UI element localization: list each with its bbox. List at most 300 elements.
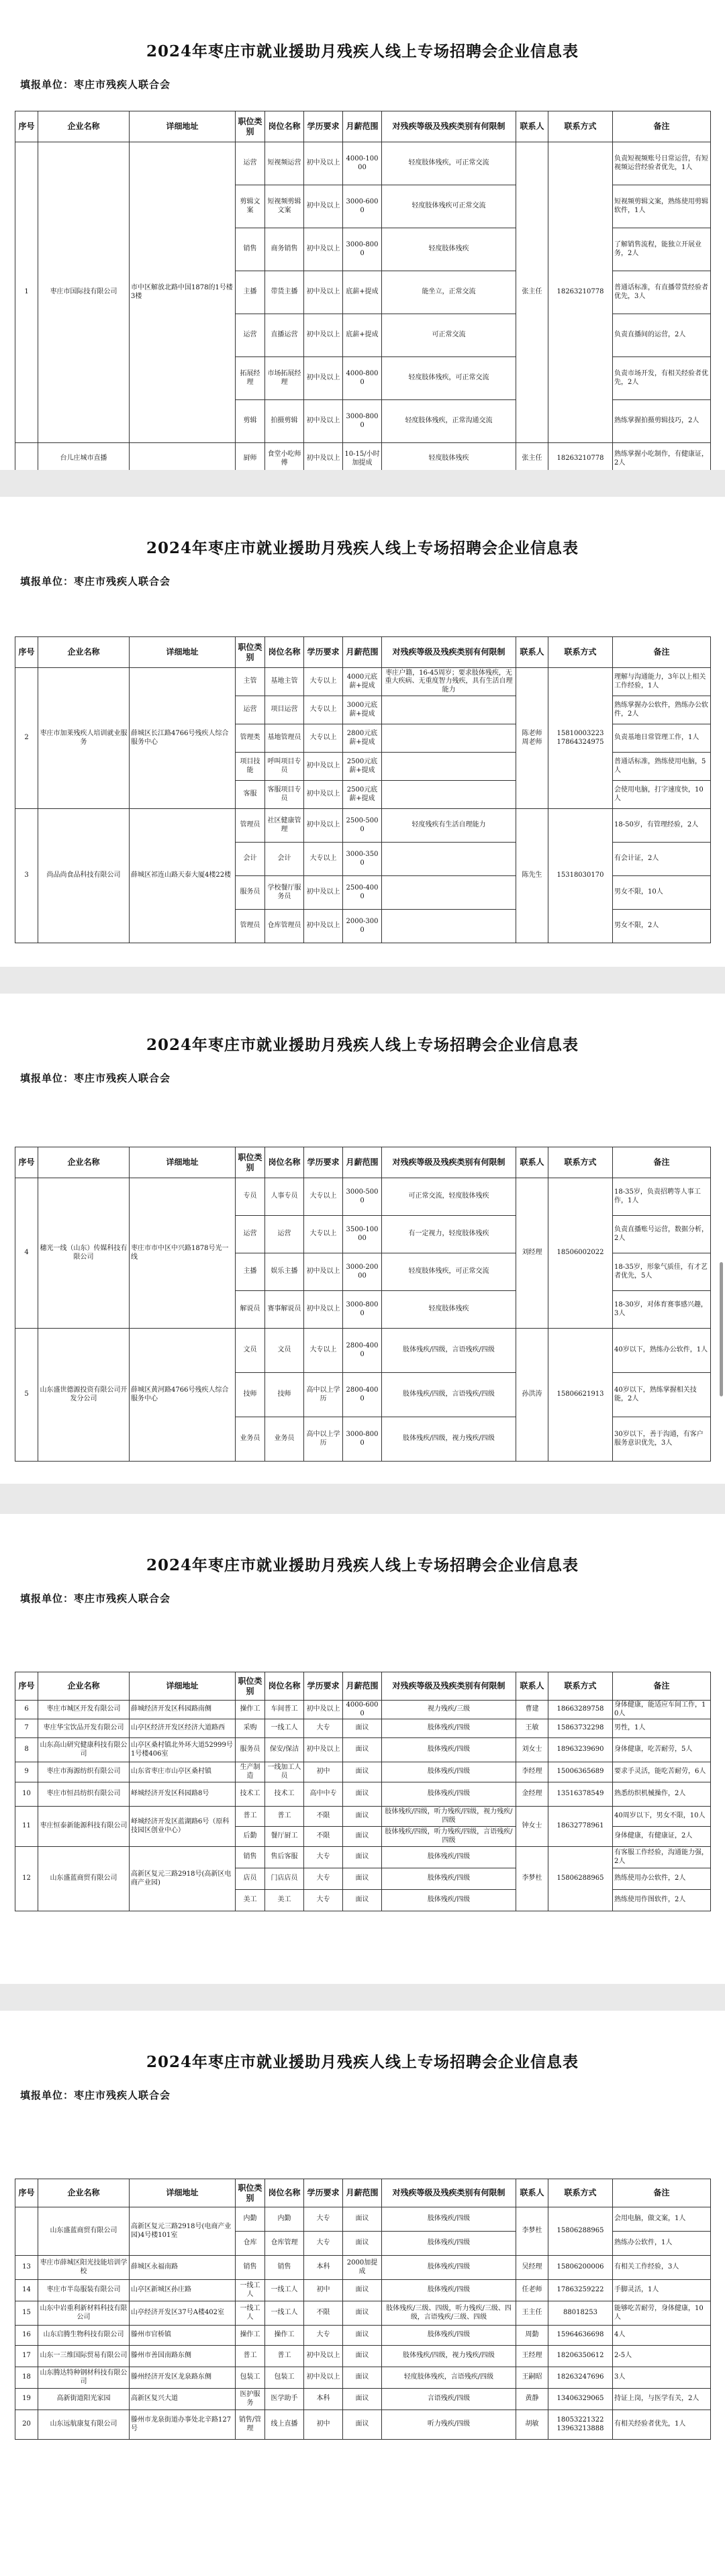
header-phone: 联系方式 <box>548 111 613 142</box>
remarks-cell: 身体健康，能适应车间工作，10人 <box>613 1701 711 1719</box>
disability-cell: 肢体残疾/四级，听力残疾/四级，视力残疾/四级 <box>382 1807 516 1827</box>
education-cell: 初中及以上 <box>304 185 343 228</box>
scrollbar[interactable] <box>720 1262 723 1396</box>
remarks-cell: 18-50岁，有管理经验，2人 <box>613 809 711 843</box>
category-cell: 医护服务 <box>236 2389 265 2410</box>
header-category: 职位类别 <box>236 1672 265 1701</box>
salary-cell: 4000-10000 <box>343 142 382 185</box>
contact-cell: 李梦杜 <box>516 2207 548 2256</box>
remarks-cell: 40周岁以下，男女不限，10人 <box>613 1807 711 1827</box>
address-cell: 峄城经济开发区科园路8号 <box>130 1782 236 1807</box>
header-seq: 序号 <box>15 637 38 668</box>
address-cell: 滕州市官桥镇 <box>130 2326 236 2346</box>
contact-cell: 陈先生 <box>516 809 548 943</box>
position-cell: 仓库管理员 <box>265 910 304 943</box>
table-row <box>15 1847 711 1868</box>
company-cell: 枣庄恒泰新能源科技有限公司 <box>38 1807 130 1847</box>
salary-cell: 面议 <box>343 2301 382 2326</box>
table-header-row <box>15 111 711 142</box>
header-address: 详细地址 <box>130 111 236 142</box>
remarks-cell: 4人 <box>613 2326 711 2346</box>
salary-cell: 10-15/小时加提成 <box>343 443 382 471</box>
address-cell: 市中区解放北路中国1878的1号楼3楼 <box>130 142 236 443</box>
salary-cell: 3500-10000 <box>343 1216 382 1253</box>
salary-cell: 面议 <box>343 1890 382 1911</box>
company-cell: 山东盛世德源投资有限公司开发分公司 <box>38 1329 130 1462</box>
document-page <box>0 994 725 1484</box>
position-cell: 一线工人 <box>265 2280 304 2301</box>
position-cell: 操作工 <box>265 2326 304 2346</box>
contact-cell: 刘经理 <box>516 1178 548 1329</box>
remarks-cell: 男女不限，2人 <box>613 910 711 943</box>
table-row <box>15 2256 711 2280</box>
salary-cell: 底薪+提成 <box>343 271 382 314</box>
education-cell: 初中及以上 <box>304 753 343 781</box>
category-cell: 专员 <box>236 1178 265 1216</box>
remarks-cell: 会使用电脑，打字速度快，10人 <box>613 781 711 809</box>
disability-cell: 肢体残疾/四级 <box>382 2280 516 2301</box>
header-seq: 序号 <box>15 111 38 142</box>
position-cell: 车间普工 <box>265 1701 304 1719</box>
address-cell: 高新区复元三路2918号(高新区电商产业园) <box>130 1847 236 1911</box>
table-row <box>15 1762 711 1782</box>
disability-cell <box>382 781 516 809</box>
table-row <box>15 1701 711 1719</box>
disability-cell: 轻度残疾有生活自理能力 <box>382 809 516 843</box>
company-cell: 山东高山研究健康科技有限公司 <box>38 1738 130 1762</box>
remarks-cell: 熟练掌握办公软件，熟练办公软件，2人 <box>613 696 711 724</box>
remarks-cell: 短视频剪辑文案，熟练使用剪辑软件，1人 <box>613 185 711 228</box>
header-disability: 对残疾等级及残疾类别有何限制 <box>382 2179 516 2207</box>
education-cell: 大专 <box>304 1868 343 1890</box>
phone-cell: 18663289758 <box>548 1701 613 1719</box>
salary-cell: 2800-4000 <box>343 1329 382 1373</box>
phone-cell: 18506002022 <box>548 1178 613 1329</box>
remarks-cell: 负责短视频账号日常运营，有短视频运营经验者优先，1人 <box>613 142 711 185</box>
phone-cell: 18963239690 <box>548 1738 613 1762</box>
header-phone: 联系方式 <box>548 2179 613 2207</box>
phone-cell: 15006365689 <box>548 1762 613 1782</box>
contact-cell: 张主任 <box>516 443 548 471</box>
company-cell: 山东一三维国际贸易有限公司 <box>38 2346 130 2367</box>
seq-cell: 15 <box>15 2301 38 2326</box>
header-company: 企业名称 <box>38 637 130 668</box>
contact-cell: 王敏 <box>516 1719 548 1738</box>
salary-cell: 3000-8000 <box>343 1291 382 1329</box>
position-cell: 一线加工人员 <box>265 1762 304 1782</box>
company-cell: 尚品尚食品科技有限公司 <box>38 809 130 943</box>
address-cell: 薛城经济开发区科园路南侧 <box>130 1701 236 1719</box>
disability-cell <box>382 724 516 753</box>
disability-cell: 轻度肢体残疾，言语残疾/四级 <box>382 2367 516 2389</box>
remarks-cell: 负责直播账号运营，数据分析，2人 <box>613 1216 711 1253</box>
address-cell: 峄城经济开发区蓝湖路6号（原科技园区创业中心） <box>130 1807 236 1847</box>
contact-cell: 胡敏 <box>516 2410 548 2440</box>
disability-cell: 肢体残疾/四级 <box>382 1782 516 1807</box>
address-cell: 薛城区祁连山路天泰大厦4楼22楼 <box>130 809 236 943</box>
disability-cell: 肢体残疾/三级、四级，听力残疾/三级、四级，言语残疾/三级、四级 <box>382 2301 516 2326</box>
address-cell: 薛城区黄河路4766号残疾人综合服务中心 <box>130 1329 236 1462</box>
table-row <box>15 1807 711 1827</box>
disability-cell: 轻度肢体残疾，可正常交流 <box>382 142 516 185</box>
header-address: 详细地址 <box>130 1147 236 1178</box>
education-cell: 高中以上学历 <box>304 1417 343 1462</box>
disability-cell: 听力残疾/四级 <box>382 2410 516 2440</box>
category-cell: 一线工人 <box>236 2280 265 2301</box>
header-seq: 序号 <box>15 1672 38 1701</box>
remarks-cell: 会用电脑，做文案，1人 <box>613 2207 711 2232</box>
salary-cell: 4000-6000 <box>343 1701 382 1719</box>
salary-cell: 3000-5000 <box>343 1178 382 1216</box>
position-cell: 娱乐主播 <box>265 1253 304 1291</box>
remarks-cell: 能够吃苦耐劳，身体健康，10人 <box>613 2301 711 2326</box>
table-row <box>15 142 711 185</box>
disability-cell: 肢体残疾/四级 <box>382 2326 516 2346</box>
education-cell: 初中及以上 <box>304 271 343 314</box>
remarks-cell: 有相关经验者优先，1人 <box>613 2410 711 2440</box>
seq-cell <box>15 443 38 471</box>
salary-cell: 2500元底薪+提成 <box>343 781 382 809</box>
header-disability: 对残疾等级及残疾类别有何限制 <box>382 637 516 668</box>
disability-cell: 肢体残疾/四级 <box>382 1890 516 1911</box>
category-cell: 管理员 <box>236 910 265 943</box>
salary-cell: 面议 <box>343 2410 382 2440</box>
company-cell: 山东腾达特种钢材科技有限公司 <box>38 2367 130 2389</box>
remarks-cell: 有客服工作经验，沟通能力强，2人 <box>613 1847 711 1868</box>
remarks-cell: 负责市场开发，有相关经验者优先，2人 <box>613 357 711 400</box>
education-cell: 初中及以上 <box>304 142 343 185</box>
education-cell: 初中及以上 <box>304 2367 343 2389</box>
position-cell: 普工 <box>265 2346 304 2367</box>
category-cell: 技师 <box>236 1373 265 1417</box>
company-cell: 高新街道阳光家园 <box>38 2389 130 2410</box>
header-position: 岗位名称 <box>265 1147 304 1178</box>
company-cell: 枣庄市恒昌纺织有限公司 <box>38 1782 130 1807</box>
category-cell: 会计 <box>236 843 265 876</box>
position-cell: 带货主播 <box>265 271 304 314</box>
contact-cell: 吴经理 <box>516 2256 548 2280</box>
header-education: 学历要求 <box>304 1147 343 1178</box>
salary-cell: 3000元底薪+提成 <box>343 696 382 724</box>
seq-cell: 18 <box>15 2367 38 2389</box>
job-table <box>15 1147 711 1462</box>
contact-cell: 王经理 <box>516 2346 548 2367</box>
category-cell: 运营 <box>236 696 265 724</box>
salary-cell: 面议 <box>343 1827 382 1847</box>
salary-cell: 4000-8000 <box>343 357 382 400</box>
phone-cell: 15964636698 <box>548 2326 613 2346</box>
disability-cell: 肢体残疾/四级 <box>382 1868 516 1890</box>
position-cell: 普工 <box>265 1807 304 1827</box>
remarks-cell: 熟练办公软件，1人 <box>613 2232 711 2256</box>
address-cell: 山东省枣庄市山亭区桑村镇 <box>130 1762 236 1782</box>
category-cell: 操作工 <box>236 1701 265 1719</box>
category-cell: 主管 <box>236 668 265 696</box>
phone-cell: 15810003223 17864324975 <box>548 668 613 809</box>
header-contact: 联系人 <box>516 111 548 142</box>
position-cell: 售后客服 <box>265 1847 304 1868</box>
header-contact: 联系人 <box>516 1672 548 1701</box>
category-cell: 主播 <box>236 1253 265 1291</box>
disability-cell <box>382 843 516 876</box>
salary-cell: 面议 <box>343 2389 382 2410</box>
remarks-cell: 熟练使用作图软件，2人 <box>613 1890 711 1911</box>
category-cell: 厨师 <box>236 443 265 471</box>
remarks-cell: 40岁以下，熟练掌握相关技能，2人 <box>613 1373 711 1417</box>
address-cell: 滕州市善国南路东侧 <box>130 2346 236 2367</box>
category-cell: 包装工 <box>236 2367 265 2389</box>
company-cell: 穗光一线（山东）传媒科技有限公司 <box>38 1178 130 1329</box>
position-cell: 项目运营 <box>265 696 304 724</box>
salary-cell: 2800-4000 <box>343 1373 382 1417</box>
remarks-cell: 熟练使用办公软件，2人 <box>613 1868 711 1890</box>
table-row <box>15 2301 711 2326</box>
seq-cell: 10 <box>15 1782 38 1807</box>
remarks-cell: 18-35岁，形象气质佳，有才艺者优先，5人 <box>613 1253 711 1291</box>
address-cell: 山亭区经济开发区经济大道路西 <box>130 1719 236 1738</box>
position-cell: 文员 <box>265 1329 304 1373</box>
seq-cell <box>15 2207 38 2256</box>
salary-cell: 面议 <box>343 2280 382 2301</box>
contact-cell: 陈老师 周老师 <box>516 668 548 809</box>
disability-cell: 肢体残疾/四级 <box>382 1847 516 1868</box>
education-cell: 不限 <box>304 1827 343 1847</box>
table-row <box>15 668 711 696</box>
education-cell: 初中及以上 <box>304 400 343 443</box>
category-cell: 技术工 <box>236 1782 265 1807</box>
position-cell: 仓库管理 <box>265 2232 304 2256</box>
position-cell: 拍摄剪辑 <box>265 400 304 443</box>
header-position: 岗位名称 <box>265 1672 304 1701</box>
company-cell: 山东盛蓝商贸有限公司 <box>38 2207 130 2256</box>
category-cell: 服务员 <box>236 1738 265 1762</box>
remarks-cell: 18-30岁，对体育赛事感兴趣，3人 <box>613 1291 711 1329</box>
header-remarks: 备注 <box>613 111 711 142</box>
position-cell: 内勤 <box>265 2207 304 2232</box>
education-cell: 大专 <box>304 1890 343 1911</box>
company-cell: 枣庄市城区开发有限公司 <box>38 1701 130 1719</box>
disability-cell: 肢体残疾/四级 <box>382 2232 516 2256</box>
salary-cell: 面议 <box>343 1782 382 1807</box>
remarks-cell: 熟练掌握小吃制作，有健康证，2人 <box>613 443 711 471</box>
header-salary: 月薪范围 <box>343 1672 382 1701</box>
header-disability: 对残疾等级及残疾类别有何限制 <box>382 111 516 142</box>
salary-cell: 面议 <box>343 2232 382 2256</box>
salary-cell: 3000-20000 <box>343 1253 382 1291</box>
remarks-cell: 普通话标准，熟练使用电脑，5人 <box>613 753 711 781</box>
position-cell: 一线工人 <box>265 2301 304 2326</box>
position-cell: 短视频剪辑文案 <box>265 185 304 228</box>
seq-cell: 13 <box>15 2256 38 2280</box>
disability-cell: 肢体残疾/四级 <box>382 1738 516 1762</box>
education-cell: 不限 <box>304 2301 343 2326</box>
table-row <box>15 1329 711 1373</box>
remarks-cell: 30岁以下，善于沟通，有客户服务意识优先，3人 <box>613 1417 711 1462</box>
education-cell: 初中及以上 <box>304 1701 343 1719</box>
education-cell: 初中及以上 <box>304 2346 343 2367</box>
phone-cell: 15806200006 <box>548 2256 613 2280</box>
remarks-cell: 了解销售流程，能独立开展业务，2人 <box>613 228 711 271</box>
contact-cell: 周勤 <box>516 2326 548 2346</box>
table-row <box>15 1178 711 1216</box>
salary-cell: 3000-8000 <box>343 1417 382 1462</box>
seq-cell: 12 <box>15 1847 38 1911</box>
contact-cell: 张主任 <box>516 142 548 443</box>
header-seq: 序号 <box>15 1147 38 1178</box>
seq-cell: 5 <box>15 1329 38 1462</box>
salary-cell: 底薪+提成 <box>343 314 382 357</box>
remarks-cell: 有会计证，2人 <box>613 843 711 876</box>
remarks-cell: 40岁以下，熟练办公软件，1人 <box>613 1329 711 1373</box>
table-row <box>15 2346 711 2367</box>
header-salary: 月薪范围 <box>343 2179 382 2207</box>
education-cell: 初中及以上 <box>304 910 343 943</box>
disability-cell: 肢体残疾/四级 <box>382 1762 516 1782</box>
education-cell: 大专以上 <box>304 1178 343 1216</box>
position-cell: 赛事解说员 <box>265 1291 304 1329</box>
education-cell: 初中及以上 <box>304 809 343 843</box>
address-cell: 滕州市龙泉街道办事处北辛路127号 <box>130 2410 236 2440</box>
salary-cell: 面议 <box>343 1868 382 1890</box>
education-cell: 初中及以上 <box>304 314 343 357</box>
header-education: 学历要求 <box>304 2179 343 2207</box>
category-cell: 销售/管理 <box>236 2410 265 2440</box>
address-cell <box>130 443 236 471</box>
category-cell: 店员 <box>236 1868 265 1890</box>
salary-cell: 4000元底薪+提成 <box>343 668 382 696</box>
contact-cell: 王主任 <box>516 2301 548 2326</box>
header-position: 岗位名称 <box>265 637 304 668</box>
education-cell: 本科 <box>304 2389 343 2410</box>
address-cell: 薛城区永福南路 <box>130 2256 236 2280</box>
remarks-cell: 熟练掌握拍摄剪辑技巧，2人 <box>613 400 711 443</box>
category-cell: 客服 <box>236 781 265 809</box>
contact-cell: 刘女士 <box>516 1738 548 1762</box>
remarks-cell: 身体健康，有健康证，2人 <box>613 1827 711 1847</box>
disability-cell: 能坐立，正常交流 <box>382 271 516 314</box>
page-title: 2024年枣庄市就业援助月残疾人线上专场招聘会企业信息表 <box>146 1556 579 1574</box>
header-phone: 联系方式 <box>548 1672 613 1701</box>
contact-cell: 李梦杜 <box>516 1847 548 1911</box>
salary-cell: 面议 <box>343 2207 382 2232</box>
remarks-cell: 持证上岗，与医学有关，2人 <box>613 2389 711 2410</box>
phone-cell: 18263210778 <box>548 142 613 443</box>
remarks-cell: 理解与沟通能力，3年以上相关工作经验，1人 <box>613 668 711 696</box>
header-category: 职位类别 <box>236 1147 265 1178</box>
address-cell: 山亭经济开发区37号A楼402室 <box>130 2301 236 2326</box>
category-cell: 运营 <box>236 314 265 357</box>
company-cell: 山东中岩重利新材料科技有限公司 <box>38 2301 130 2326</box>
disability-cell: 可正常交流，轻度肢体残疾 <box>382 1178 516 1216</box>
disability-cell: 轻度肢体残疾 <box>382 228 516 271</box>
contact-cell: 金经理 <box>516 1782 548 1807</box>
position-cell: 包装工 <box>265 2367 304 2389</box>
position-cell: 基地主管 <box>265 668 304 696</box>
position-cell: 会计 <box>265 843 304 876</box>
header-company: 企业名称 <box>38 111 130 142</box>
header-address: 详细地址 <box>130 2179 236 2207</box>
seq-cell: 17 <box>15 2346 38 2367</box>
address-cell: 山亭区桑村镇北外环大道52999号1号楼406室 <box>130 1738 236 1762</box>
reporting-unit: 填报单位：枣庄市残疾人联合会 <box>20 575 171 587</box>
salary-cell: 2500-5000 <box>343 809 382 843</box>
remarks-cell: 有相关工作经验，3人 <box>613 2256 711 2280</box>
salary-cell: 2500元底薪+提成 <box>343 753 382 781</box>
position-cell: 技师 <box>265 1373 304 1417</box>
phone-cell: 18053221322 13963213888 <box>548 2410 613 2440</box>
position-cell: 呼叫项目专员 <box>265 753 304 781</box>
disability-cell: 可正常交流 <box>382 314 516 357</box>
disability-cell <box>382 876 516 910</box>
phone-cell: 18263210778 <box>548 443 613 471</box>
address-cell: 高新区复元三路2918号(电商产业园)4号楼101室 <box>130 2207 236 2256</box>
position-cell: 美工 <box>265 1890 304 1911</box>
category-cell: 仓库 <box>236 2232 265 2256</box>
seq-cell: 4 <box>15 1178 38 1329</box>
salary-cell: 面议 <box>343 1719 382 1738</box>
remarks-cell: 负责直播间的运营，2人 <box>613 314 711 357</box>
table-row <box>15 2326 711 2346</box>
category-cell: 后勤 <box>236 1827 265 1847</box>
table-row <box>15 2389 711 2410</box>
phone-cell: 13406329065 <box>548 2389 613 2410</box>
category-cell: 业务员 <box>236 1417 265 1462</box>
disability-cell: 肢体残疾/四级，听力残疾/四级，言语残疾/四级 <box>382 1827 516 1847</box>
header-company: 企业名称 <box>38 1147 130 1178</box>
company-cell: 枣庄市国际技有限公司 <box>38 142 130 443</box>
remarks-cell: 3人 <box>613 2367 711 2389</box>
education-cell: 初中及以上 <box>304 1738 343 1762</box>
education-cell: 初中及以上 <box>304 443 343 471</box>
contact-cell: 孙洪涛 <box>516 1329 548 1462</box>
table-header-row <box>15 637 711 668</box>
header-education: 学历要求 <box>304 111 343 142</box>
company-cell: 枣庄市加莱残疾人培训就业服务 <box>38 668 130 809</box>
company-cell: 山东盛蓝商贸有限公司 <box>38 1847 130 1911</box>
education-cell: 初中及以上 <box>304 357 343 400</box>
header-phone: 联系方式 <box>548 637 613 668</box>
seq-cell: 16 <box>15 2326 38 2346</box>
company-cell: 台儿庄城市直播 <box>38 443 130 471</box>
category-cell: 生产制造 <box>236 1762 265 1782</box>
phone-cell: 15806621913 <box>548 1329 613 1462</box>
position-cell: 社区健康管理 <box>265 809 304 843</box>
salary-cell: 3000-6000 <box>343 185 382 228</box>
header-category: 职位类别 <box>236 637 265 668</box>
education-cell: 大专以上 <box>304 1216 343 1253</box>
category-cell: 服务员 <box>236 876 265 910</box>
disability-cell: 肢体残疾/四级 <box>382 2207 516 2232</box>
disability-cell: 轻度肢体残疾，可正常交流 <box>382 357 516 400</box>
position-cell: 线上直播 <box>265 2410 304 2440</box>
education-cell: 初中 <box>304 2280 343 2301</box>
education-cell: 初中及以上 <box>304 1291 343 1329</box>
table-row <box>15 809 711 843</box>
education-cell: 初中 <box>304 1762 343 1782</box>
phone-cell: 18206350612 <box>548 2346 613 2367</box>
position-cell: 技术工 <box>265 1782 304 1807</box>
position-cell: 直播运营 <box>265 314 304 357</box>
table-row <box>15 1782 711 1807</box>
contact-cell: 曹建 <box>516 1701 548 1719</box>
disability-cell: 肢体残疾/四级，视力残疾/四级 <box>382 2346 516 2367</box>
position-cell: 医学助手 <box>265 2389 304 2410</box>
header-company: 企业名称 <box>38 2179 130 2207</box>
category-cell: 项目技能 <box>236 753 265 781</box>
company-cell: 枣庄市海源纺织有限公司 <box>38 1762 130 1782</box>
phone-cell: 18632778961 <box>548 1807 613 1847</box>
seq-cell: 7 <box>15 1719 38 1738</box>
